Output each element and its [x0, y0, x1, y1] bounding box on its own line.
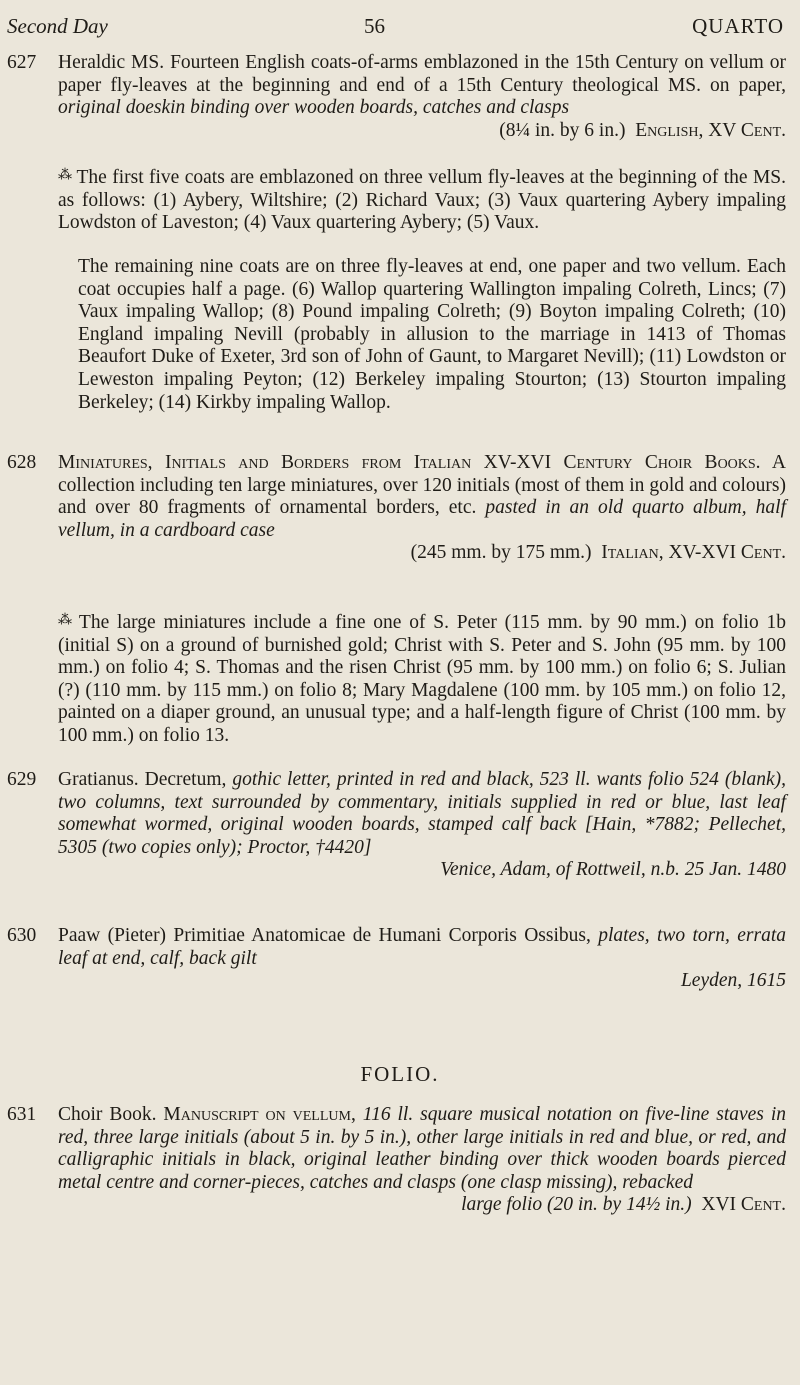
- section-title: FOLIO.: [360, 1062, 440, 1086]
- lot-title: Choir Book.: [58, 1104, 157, 1125]
- lot-description: [58, 1104, 786, 1217]
- lot-number: 629: [7, 769, 37, 790]
- lot-imprint: Venice, Adam, of Rottweil, n.b. 25 Jan. 1480: [440, 859, 786, 881]
- page-number: 56: [364, 14, 385, 38]
- lot-period: XVI Cent.: [701, 1194, 786, 1216]
- lot-number: 631: [7, 1104, 37, 1125]
- lot-description: [58, 769, 786, 882]
- lot-references: [Hain, *7882; Pellechet, 5305 (two copies only); Proctor, †4420]: [58, 814, 786, 858]
- lot-binding: original doeskin binding over wooden boards, catches and clasps: [58, 97, 570, 119]
- lot-number: 628: [7, 452, 37, 473]
- lot-dimensions: (245 mm. by 175 mm.): [410, 542, 592, 564]
- lot-title: Paaw (Pieter): [58, 925, 167, 946]
- lot-body: Primitiae Anatomicae de Humani Corporis Ossibus,: [173, 925, 591, 946]
- lot-note: ⁂ The first five coats are emblazoned on three vellum fly-leaves at the beginning of the MS. as follows: (1) Aybery, Wiltshire; (2) Richard Vaux; (3) Vaux quartering Aybery impaling Lowdston of Laveston; (4) Vaux quartering Aybery; (5) Vaux.: [58, 167, 786, 234]
- asterism-icon: ⁂: [58, 168, 73, 183]
- lot-description: [58, 52, 786, 142]
- lot-size: large folio (20 in. by 14½ in.): [461, 1194, 692, 1216]
- lot-number: 630: [7, 925, 37, 946]
- lot-period: English, XV Cent.: [635, 119, 786, 141]
- lot-title: Miniatures, Initials and Borders from Italian XV-XVI Century Choir Books.: [58, 452, 761, 473]
- lot-body: A collection including ten large miniatures, over 120 initials (most of them in gold and colours) and over 80 fragments of ornamental borders, etc.: [58, 452, 786, 519]
- lot-binding: pasted in an old quarto album, half vellum, in a cardboard case: [58, 497, 786, 541]
- lot-note: ⁂ The large miniatures include a fine one of S. Peter (115 mm. by 90 mm.) on folio 1b (initial S) on a ground of burnished gold; Christ with S. Peter and S. John (95 mm. by 100 mm.) on folio 4; S. Thomas and the risen Christ (95 mm. by 100 mm.) on folio 6; S. Julian (?) (110 mm. by 115 mm.) on folio 8; Mary Magdalene (100 mm. by 105 mm.) on folio 12, painted on a diaper ground, an unusual type; and a half-length figure of Christ (100 mm. by 100 mm.) on folio 13.: [58, 612, 786, 746]
- lot-body: Fourteen English coats-of-arms emblazoned in the 15th Century on vellum or paper fly-leaves at the beginning and end of a 15th Century theological MS. on paper,: [58, 52, 787, 96]
- header-right: QUARTO: [692, 14, 784, 38]
- lot-description: [58, 925, 786, 993]
- lot-number: 627: [7, 52, 37, 73]
- lot-note-2: The remaining nine coats are on three fly-leaves at end, one paper and two vellum. Each coat occupies half a page. (6) Wallop quartering Wallington impaling Colreth, Lincs; (7) Vaux impaling Wallop; (8) Pound impaling Colreth; (9) Boyton impaling Colreth; (10) England impaling Nevill (probably in allusion to the marriage in 1413 of Thomas Beaufort Duke of Exeter, 3rd son of John of Gaunt, to Margaret Nevill); (11) Lowdston or Leweston impaling Peyton; (12) Berkeley impaling Stourton; (13) Stourton impaling Berkeley; (14) Kirkby impaling Wallop.: [78, 256, 786, 413]
- lot-title: Heraldic MS.: [58, 52, 165, 73]
- lot-binding: plates, two torn, errata leaf at end, calf, back gilt: [58, 925, 786, 969]
- lot-title: Gratianus.: [58, 769, 139, 790]
- lot-body: Decretum,: [144, 769, 227, 790]
- lot-binding: 116 ll. square musical notation on five-line staves in red, three large initials (about 5 in. by 5 in.), other large initials in red and blue, or red, and calligraphic initials in black, original leather binding over thick wooden boards pierced metal centre and corner-pieces, catches and clasps (one clasp missing), rebacked: [58, 1104, 786, 1193]
- lot-imprint: Leyden, 1615: [680, 970, 786, 992]
- running-header: [0, 14, 800, 46]
- header-left: Second Day: [7, 14, 108, 38]
- lot-period: Italian, XV-XVI Cent.: [601, 542, 786, 564]
- lot-binding: gothic letter, printed in red and black, 523 ll. wants folio 524 (blank), two columns, text surrounded by commentary, initials supplied in red or blue, last leaf somewhat wormed, original wooden boards, stamped calf back: [58, 769, 787, 836]
- lot-material: Manuscript on vellum,: [163, 1104, 356, 1125]
- lot-description: [58, 452, 786, 565]
- asterism-icon: ⁂: [58, 613, 75, 628]
- lot-dimensions: (8¼ in. by 6 in.): [499, 119, 626, 141]
